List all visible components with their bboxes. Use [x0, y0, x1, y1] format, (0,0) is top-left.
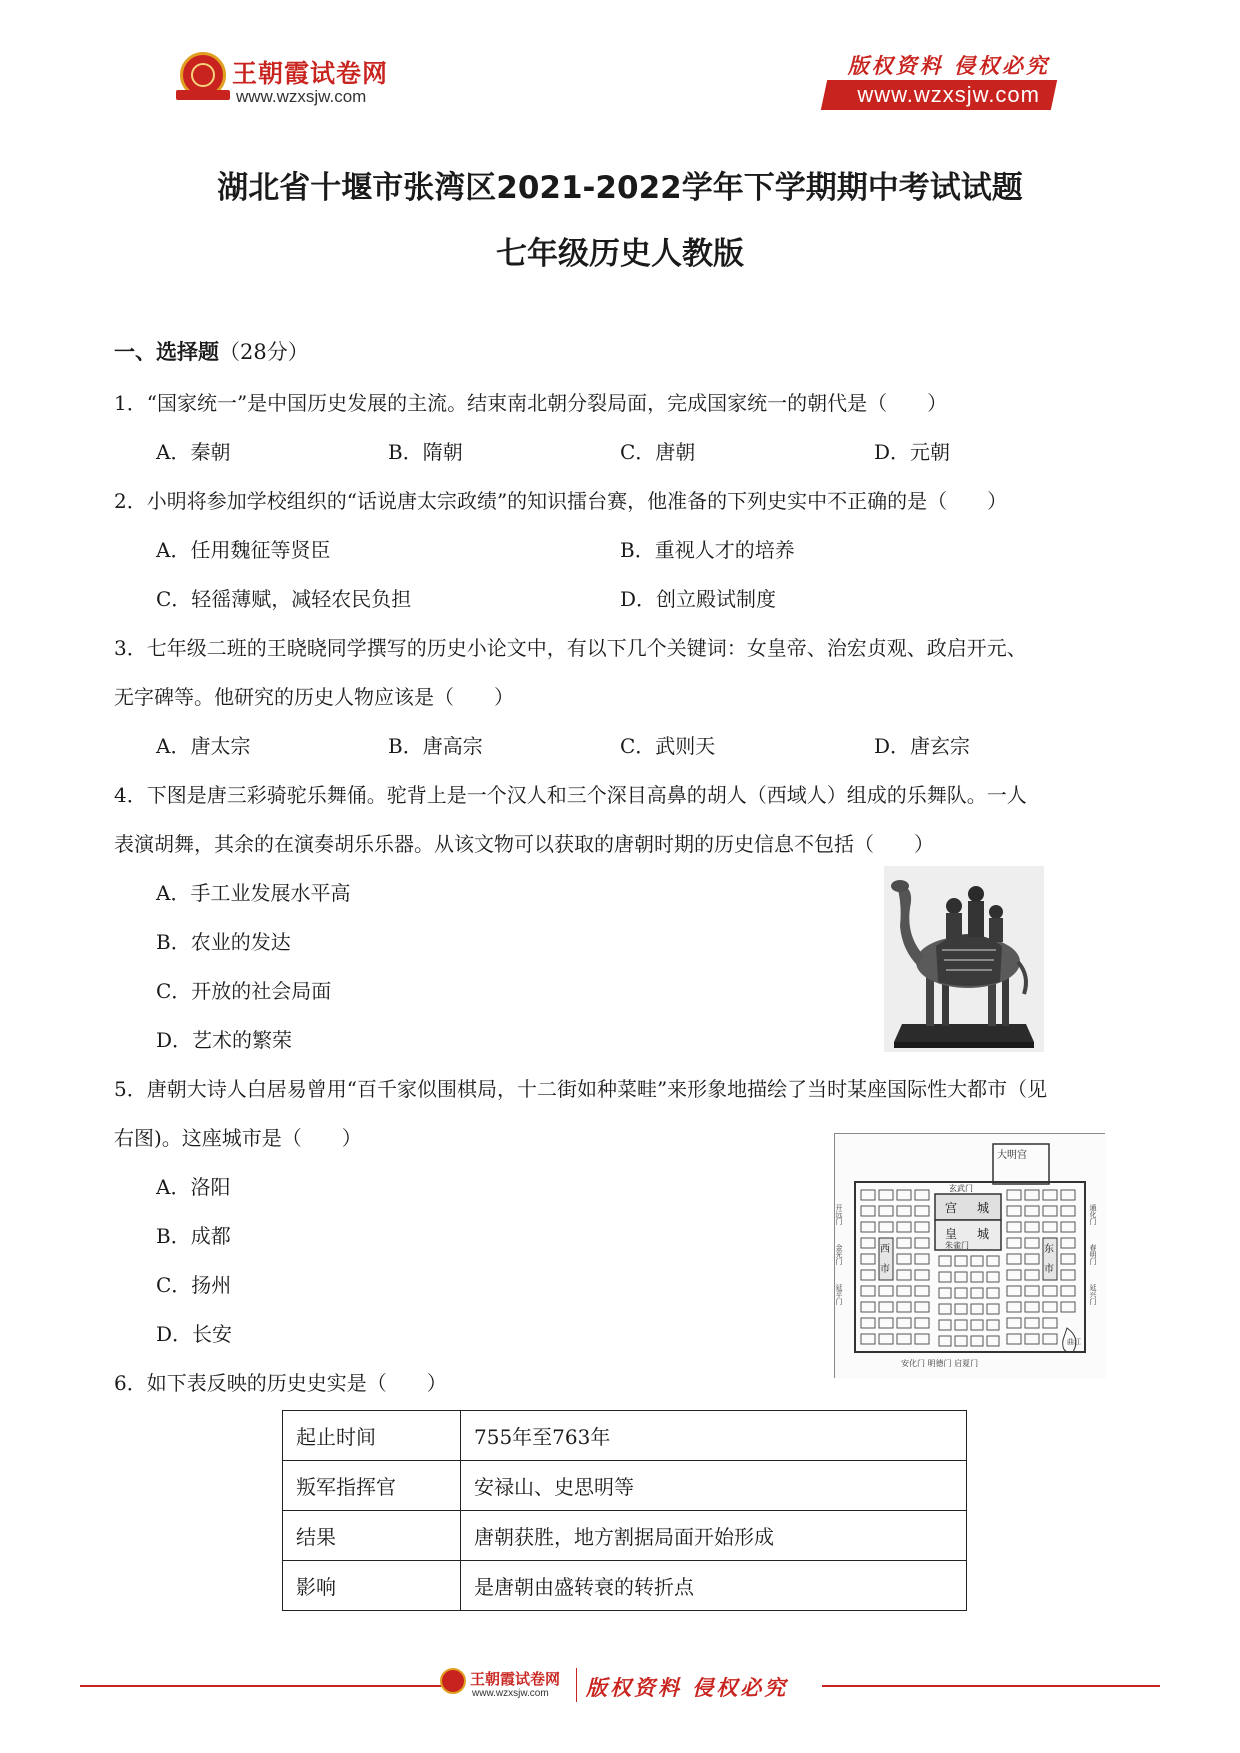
- table-value: 是唐朝由盛转衰的转折点: [461, 1561, 967, 1611]
- q2-option-a: A．任用魏征等贤臣: [156, 538, 331, 562]
- map-label-zhuque: 朱雀门: [945, 1241, 969, 1250]
- copyright-slogan: 版权资料 侵权必究: [847, 53, 1050, 78]
- footer-brand: [440, 1666, 800, 1706]
- q2-option-b: B．重视人才的培养: [620, 538, 795, 562]
- table-key: 起止时间: [283, 1411, 461, 1461]
- q5-option-c: C．扬州: [156, 1273, 232, 1297]
- section-score: （28分）: [219, 340, 309, 364]
- q3-option-a: A．唐太宗: [156, 734, 251, 758]
- question-4-stem-line2: 表演胡舞，其余的在演奏胡乐乐器。从该文物可以获取的唐朝时期的历史信息不包括（ ）: [114, 832, 934, 856]
- an-shi-rebellion-table: [282, 1410, 967, 1611]
- q4-option-b: B．农业的发达: [156, 930, 291, 954]
- footer-brand-url: www.wzxsjw.com: [472, 1688, 549, 1699]
- brand-logo: [180, 50, 420, 112]
- brand-name: 王朝霞试卷网: [232, 59, 389, 88]
- table-row: [283, 1461, 967, 1511]
- q5-option-b: B．成都: [156, 1224, 231, 1248]
- brand-url: www.wzxsjw.com: [236, 87, 367, 106]
- table-key: 叛军指挥官: [283, 1461, 461, 1511]
- question-1-stem: 1．“国家统一”是中国历史发展的主流。结束南北朝分裂局面，完成国家统一的朝代是（ ）: [114, 391, 948, 415]
- question-2-stem: 2．小明将参加学校组织的“话说唐太宗政绩”的知识擂台赛，他准备的下列史实中不正确的是（ ）: [114, 489, 1008, 513]
- map-label-shi: 市: [880, 1264, 890, 1275]
- map-label-shi2: 市: [1044, 1264, 1054, 1275]
- map-gate-left-3: 延平门: [835, 1284, 843, 1305]
- question-5-stem-line1: 5．唐朝大诗人白居易曾用“百千家似围棋局，十二街如种菜畦”来形象地描绘了当时某座国际性大都市（见: [114, 1077, 1048, 1101]
- map-label-gong: 宫: [945, 1201, 958, 1215]
- map-gate-right-3: 延兴门: [1089, 1284, 1097, 1305]
- table-value: 755年至763年: [461, 1411, 967, 1461]
- q5-option-d: D．长安: [156, 1322, 233, 1346]
- question-4-stem-line1: 4．下图是唐三彩骑驼乐舞俑。驼背上是一个汉人和三个深目高鼻的胡人（西域人）组成的乐舞队。一人: [114, 783, 1027, 807]
- q1-option-a: A．秦朝: [156, 440, 231, 464]
- q3-option-d: D．唐玄宗: [874, 734, 971, 758]
- q4-option-c: C．开放的社会局面: [156, 979, 332, 1003]
- question-3-stem-line2: 无字碑等。他研究的历史人物应该是（ ）: [114, 685, 514, 709]
- table-row: [283, 1511, 967, 1561]
- q3-option-b: B．唐高宗: [388, 734, 483, 758]
- table-row: [283, 1561, 967, 1611]
- footer-rule-left: [80, 1685, 452, 1687]
- section-label: 一、选择题: [114, 340, 219, 364]
- map-label-huang: 皇: [945, 1227, 958, 1241]
- q4-option-a: A．手工业发展水平高: [156, 881, 351, 905]
- camel-figurine-image: [884, 866, 1044, 1052]
- footer-rule-right: [822, 1685, 1160, 1687]
- q2-option-d: D．创立殿试制度: [620, 587, 777, 611]
- footer-slogan: 版权资料 侵权必究: [586, 1675, 789, 1700]
- table-key: 结果: [283, 1511, 461, 1561]
- question-3-stem-line1: 3．七年级二班的王晓晓同学撰写的历史小论文中，有以下几个关键词：女皇帝、治宏贞观、政启开元、: [114, 636, 1027, 660]
- question-6-stem: 6．如下表反映的历史史实是（ ）: [114, 1371, 447, 1395]
- table-value: 唐朝获胜，地方割据局面开始形成: [461, 1511, 967, 1561]
- q5-option-a: A．洛阳: [156, 1175, 231, 1199]
- footer-seal-icon: [440, 1668, 466, 1694]
- map-gate-left-1: 开远门: [835, 1204, 843, 1225]
- table-key: 影响: [283, 1561, 461, 1611]
- map-label-cheng: 城: [977, 1201, 990, 1215]
- map-gate-left-2: 金光门: [835, 1244, 843, 1265]
- q1-option-c: C．唐朝: [620, 440, 696, 464]
- map-gate-right-2: 春明门: [1089, 1244, 1097, 1265]
- map-label-dong: 东: [1044, 1244, 1054, 1255]
- map-label-xuanwu: 玄武门: [949, 1184, 973, 1193]
- map-label-xi: 西: [880, 1244, 890, 1255]
- footer-brand-name: 王朝霞试卷网: [470, 1670, 561, 1688]
- question-5-stem-line2: 右图)。这座城市是（ ）: [114, 1126, 362, 1150]
- map-gate-right-1: 通化门: [1089, 1204, 1097, 1225]
- page-header: [0, 0, 1240, 120]
- map-gate-bottom: 安化门 明德门 启夏门: [901, 1359, 979, 1368]
- map-label-daming: 大明宫: [997, 1150, 1027, 1161]
- q1-option-b: B．隋朝: [388, 440, 463, 464]
- table-value: 安禄山、史思明等: [461, 1461, 967, 1511]
- map-label-qujiang: 曲江: [1067, 1338, 1081, 1346]
- exam-title: 湖北省十堰市张湾区2021-2022学年下学期期中考试试题: [217, 170, 1023, 206]
- table-row: [283, 1411, 967, 1461]
- q4-option-d: D．艺术的繁荣: [156, 1028, 293, 1052]
- footer-divider: [576, 1668, 577, 1702]
- map-label-cheng2: 城: [977, 1227, 990, 1241]
- changan-city-map: [834, 1133, 1105, 1378]
- q1-option-d: D．元朝: [874, 440, 951, 464]
- q3-option-c: C．武则天: [620, 734, 716, 758]
- exam-subtitle: 七年级历史人教版: [496, 236, 744, 272]
- q2-option-c: C．轻徭薄赋，减轻农民负担: [156, 587, 412, 611]
- copyright-banner: [818, 50, 1054, 112]
- section-heading: [114, 338, 309, 366]
- seal-ribbon: [176, 90, 230, 100]
- banner-url: www.wzxsjw.com: [857, 82, 1040, 107]
